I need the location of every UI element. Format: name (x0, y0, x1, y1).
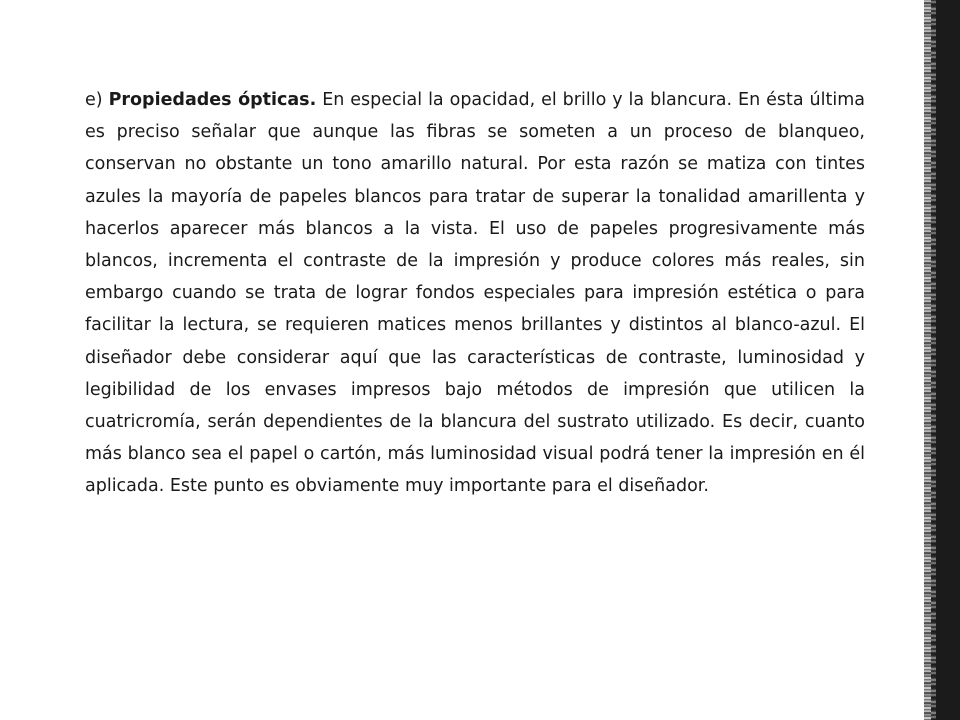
decorative-torn-edge (924, 0, 960, 720)
paragraph-text (85, 84, 865, 503)
torn-edge-fringe-inner (931, 0, 936, 720)
list-marker: e) (85, 90, 109, 110)
paragraph-body: En especial la opacidad, el brillo y la blancura. En ésta última es preciso señalar que aunque las fibras se someten a un proceso de blanqueo, conservan no obstante un tono amarillo natural. Por esta razón se matiza con tintes azules la mayoría de papeles blancos para tratar de superar la tonalidad amarillenta y hacerlos aparecer más blancos a la vista. El uso de papeles progresivamente más blancos, incrementa el contraste de la impresión y produce colores más reales, sin embargo cuando se trata de lograr fondos especiales para impresión estética o para facilitar la lectura, se requieren matices menos brillantes y distintos al blanco-azul. El diseñador debe considerar aquí que las características de contraste, luminosidad y legibilidad de los envases impresos bajo métodos de impresión que utilicen la cuatricromía, serán dependientes de la blancura del sustrato utilizado. Es decir, cuanto más blanco sea el papel o cartón, más luminosidad visual podrá tener la impresión en él aplicada. Este punto es obviamente muy importante para el diseñador. (85, 90, 865, 497)
torn-edge-fringe (924, 0, 931, 720)
paragraph-heading: Propiedades ópticas. (108, 90, 317, 110)
